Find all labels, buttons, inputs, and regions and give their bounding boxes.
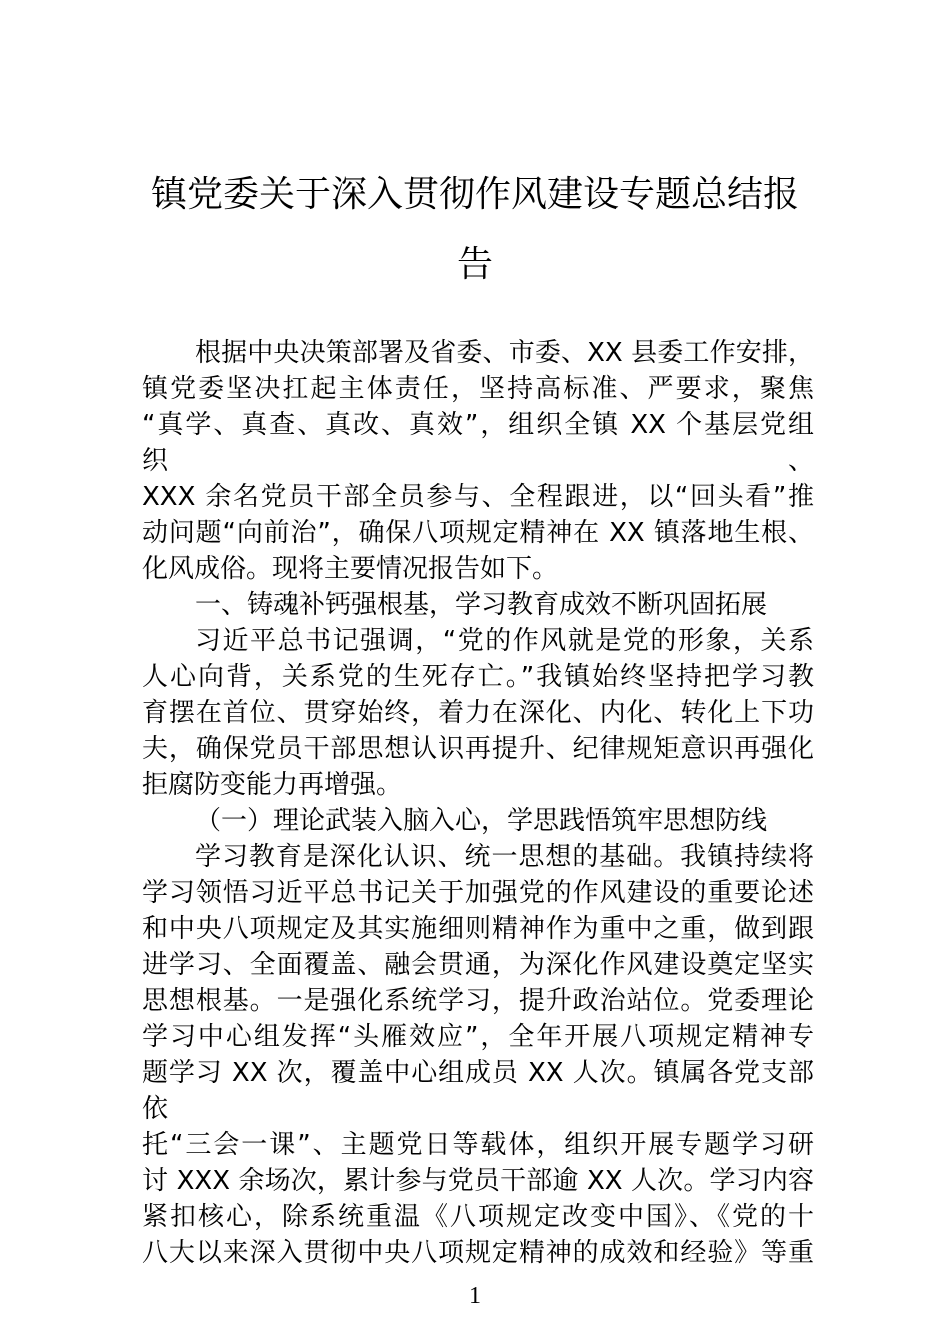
text-line: 化风成俗。现将主要情况报告如下。 <box>142 554 559 584</box>
text-line: 思想根基。一是强化系统学习，提升政治站位。党委理论 <box>142 986 814 1016</box>
text-line: 拒腐防变能力再增强。 <box>142 770 403 800</box>
text-line: 习近平总书记强调，“党的作风就是党的形象，关系 <box>195 626 814 656</box>
text-line: 进学习、全面覆盖、融会贯通，为深化作风建设奠定坚实 <box>142 950 814 980</box>
text-line: 育摆在首位、贯穿始终，着力在深化、内化、转化上下功 <box>142 698 814 728</box>
document-body <box>142 335 814 1271</box>
text-line: 一、铸魂补钙强根基，学习教育成效不断巩固拓展 <box>195 590 768 620</box>
text-line: 学习领悟习近平总书记关于加强党的作风建设的重要论述 <box>142 878 814 908</box>
text-line: 夫，确保党员干部思想认识再提升、纪律规矩意识再强化 <box>142 734 814 764</box>
text-line: 镇党委坚决扛起主体责任，坚持高标准、严要求，聚焦 <box>142 374 814 404</box>
text-line: 和中央八项规定及其实施细则精神作为重中之重，做到跟 <box>142 914 814 944</box>
text-line: 学习教育是深化认识、统一思想的基础。我镇持续将 <box>195 842 814 872</box>
document-title-line-1: 镇党委关于深入贯彻作风建设专题总结报 <box>150 174 799 215</box>
text-line: “真学、真查、真改、真效”，组织全镇 XX 个基层党组织、 <box>142 410 814 476</box>
text-line: 人心向背，关系党的生死存亡。”我镇始终坚持把学习教 <box>142 662 814 692</box>
text-line: 根据中央决策部署及省委、市委、XX 县委工作安排， <box>195 338 814 368</box>
text-line: XXX 余名党员干部全员参与、全程跟进，以“回头看”推 <box>142 482 814 512</box>
text-line: 托“三会一课”、主题党日等载体，组织开展专题学习研 <box>142 1130 814 1160</box>
text-line: 紧扣核心，除系统重温《八项规定改变中国》、《党的十 <box>142 1202 814 1232</box>
text-line: 动问题“向前治”，确保八项规定精神在 XX 镇落地生根、 <box>142 518 814 548</box>
text-line: 讨 XXX 余场次，累计参与党员干部逾 XX 人次。学习内容 <box>142 1166 814 1196</box>
text-line: 题学习 XX 次，覆盖中心组成员 XX 人次。镇属各党支部依 <box>142 1058 814 1124</box>
text-line: （一）理论武装入脑入心，学思践悟筑牢思想防线 <box>195 806 768 836</box>
page-number: 1 <box>469 1283 481 1309</box>
text-line: 八大以来深入贯彻中央八项规定精神的成效和经验》等重 <box>142 1238 814 1268</box>
document-title-line-2: 告 <box>456 244 493 285</box>
text-line: 学习中心组发挥“头雁效应”，全年开展八项规定精神专 <box>142 1022 814 1052</box>
